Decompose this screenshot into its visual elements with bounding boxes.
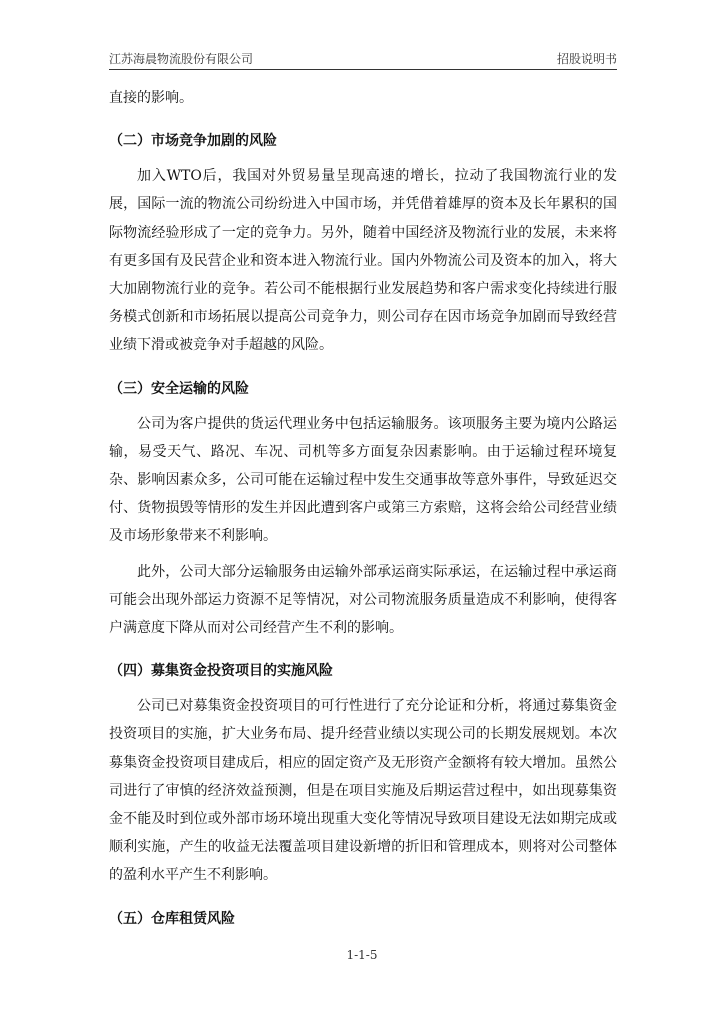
page-number: 1-1-5	[346, 948, 378, 962]
page-header	[109, 50, 617, 68]
section-3-paragraph-2: 此外，公司大部分运输服务由运输外部承运商实际承运，在运输过程中承运商可能会出现外部运力资源不足等情况，对公司物流服务质量造成不利影响，使得客户满意度下降从而对公司经营产生不利的影响。	[109, 563, 617, 637]
section-4-heading: （四）募集资金投资项目的实施风险	[109, 663, 333, 680]
document-body	[109, 84, 617, 940]
section-3-heading: （三）安全运输的风险	[109, 380, 249, 397]
section-2-paragraph-1: 加入WTO后，我国对外贸易量呈现高速的增长，拉动了我国物流行业的发展，国际一流的物流公司纷纷进入中国市场，并凭借着雄厚的资本及长年累积的国际物流经验形成了一定的竞争力。另外，随着中国经济及物流行业的发展，未来将有更多国有及民营企业和资本进入物流行业。国内外物流公司及资本的加入，将大大加剧物流行业的竞争。若公司不能根据行业发展趋势和客户需求变化持续进行服务模式创新和市场拓展以提高公司竞争力，则公司存在因市场竞争加剧而导致经营业绩下滑或被竞争对手超越的风险。	[109, 168, 617, 354]
section-3-paragraph-1: 公司为客户提供的货运代理业务中包括运输服务。该项服务主要为境内公路运输，易受天气、路况、车况、司机等多方面复杂因素影响。由于运输过程环境复杂、影响因素众多，公司可能在运输过程中发生交通事故等意外事件，导致延迟交付、货物损毁等情形的发生并因此遭到客户或第三方索赔，这将会给公司经营业绩及市场形象带来不利影响。	[109, 415, 617, 545]
header-company-name: 江苏海晨物流股份有限公司	[109, 52, 254, 66]
section-2-heading: （二）市场竞争加剧的风险	[109, 133, 277, 150]
section-4-paragraph-1: 公司已对募集资金投资项目的可行性进行了充分论证和分析，将通过募集资金投资项目的实施，扩大业务布局、提升经营业绩以实现公司的长期发展规划。本次募集资金投资项目建成后，相应的固定资产及无形资产金额将有较大增加。虽然公司进行了审慎的经济效益预测，但是在项目实施及后期运营过程中，如出现募集资金不能及时到位或外部市场环境出现重大变化等情况导致项目建设无法如期完成或顺利实施，产生的收益无法覆盖项目建设新增的折旧和管理成本，则将对公司整体的盈利水平产生不利影响。	[109, 698, 617, 884]
section-5-heading: （五）仓库租赁风险	[109, 910, 235, 927]
header-divider	[109, 69, 617, 70]
intro-paragraph: 直接的影响。	[109, 90, 193, 106]
header-document-type: 招股说明书	[556, 52, 617, 66]
